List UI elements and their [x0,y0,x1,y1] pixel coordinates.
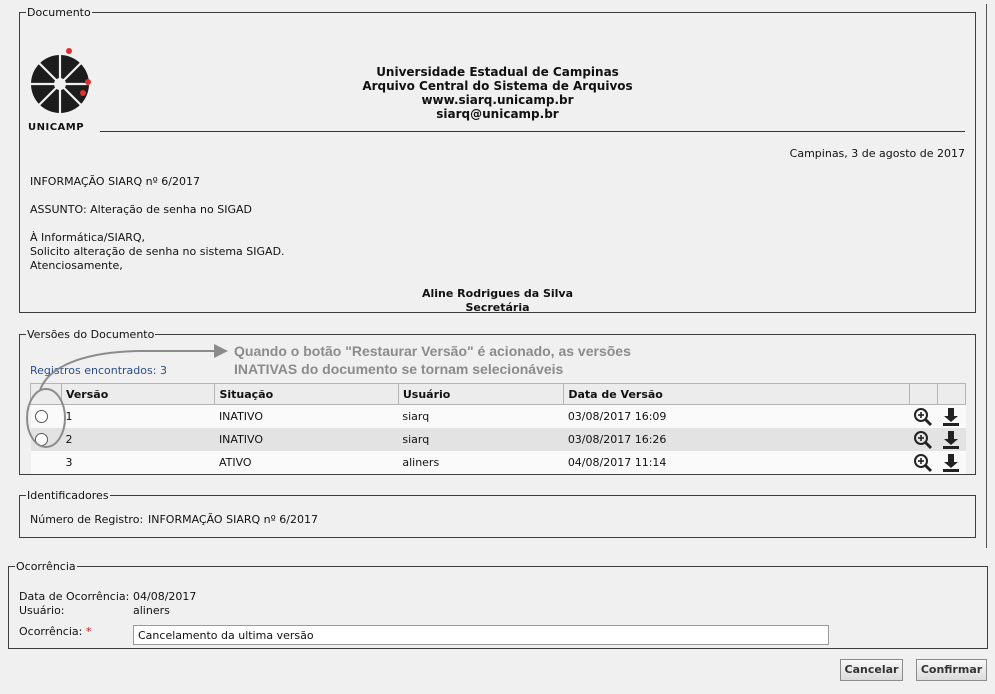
download-icon[interactable] [941,407,961,427]
select-version-2-radio[interactable] [35,433,48,446]
identificadores-legend: Identificadores [27,489,109,502]
ocorrencia-input[interactable]: Cancelamento da ultima versão [133,625,829,645]
cell-data: 03/08/2017 16:09 [564,405,910,429]
ocorrencia-legend: Ocorrência [16,560,76,573]
annotation-text [234,342,694,378]
table-header-row [31,384,966,405]
identificadores-fieldset [19,489,976,538]
signature-role: Secretária [465,301,530,314]
usuario-value: aliners [133,604,170,617]
header-data-versao[interactable]: Data de Versão [564,384,910,405]
zoom-in-icon[interactable] [913,430,933,450]
zoom-in-icon[interactable] [913,407,933,427]
table-row [31,451,966,474]
date-line: Campinas, 3 de agosto de 2017 [789,147,965,160]
table-row [31,428,966,451]
cell-versao: 1 [61,405,215,429]
documento-fieldset [19,6,976,313]
header-line-3: www.siarq.unicamp.br [421,93,574,107]
header-line-2: Arquivo Central do Sistema de Arquivos [362,79,633,93]
numero-registro-value: INFORMAÇÃO SIARQ nº 6/2017 [148,513,318,526]
cell-situacao: INATIVO [215,405,398,429]
header-versao[interactable]: Versão [61,384,215,405]
table-row [31,405,966,429]
registros-count: Registros encontrados: 3 [30,364,167,377]
header-action-1 [909,384,937,405]
body-line-1: À Informática/SIARQ, [30,231,146,244]
download-icon[interactable] [941,453,961,473]
cell-data: 04/08/2017 11:14 [564,451,910,474]
body-line-2: Solicito alteração de senha no sistema SIGAD. [30,245,285,258]
ocorrencia-label [19,625,91,638]
logo-text: UNICAMP [28,122,85,133]
annotation-line-2: INATIVAS do documento se tornam selecionáveis [234,361,564,377]
cell-usuario: siarq [398,428,563,451]
signature-name: Aline Rodrigues da Silva [422,287,573,300]
numero-registro-label: Número de Registro: [30,513,144,526]
header-line-4: siarq@unicamp.br [436,107,559,121]
header-line-1: Universidade Estadual de Campinas [376,65,619,79]
zoom-in-icon[interactable] [913,453,933,473]
cell-data: 03/08/2017 16:26 [564,428,910,451]
header-action-2 [937,384,965,405]
download-icon[interactable] [941,430,961,450]
cell-situacao: ATIVO [215,451,398,474]
data-ocorrencia-label: Data de Ocorrência: [19,590,130,603]
cell-versao: 3 [61,451,215,474]
annotation-line-1: Quando o botão "Restaurar Versão" é acionado, as versões [234,343,631,359]
ocorrencia-label-text: Ocorrência: [19,625,83,638]
cell-situacao: INATIVO [215,428,398,451]
cell-usuario: siarq [398,405,563,429]
data-ocorrencia-value: 04/08/2017 [133,590,197,603]
header-situacao[interactable]: Situação [215,384,398,405]
confirmar-button[interactable]: Confirmar [916,659,987,681]
cell-versao: 2 [61,428,215,451]
cancelar-button[interactable]: Cancelar [840,659,903,681]
header-select [31,384,62,405]
assunto-line: ASSUNTO: Alteração de senha no SIGAD [30,203,252,216]
usuario-label: Usuário: [19,604,65,617]
cell-usuario: aliners [398,451,563,474]
versoes-fieldset [19,328,976,475]
required-mark: * [85,625,92,638]
documento-legend: Documento [27,6,91,19]
info-line: INFORMAÇÃO SIARQ nº 6/2017 [30,175,200,188]
versoes-legend: Versões do Documento [27,328,155,341]
versions-table [30,383,966,474]
header-usuario[interactable]: Usuário [398,384,563,405]
ocorrencia-fieldset [8,560,988,649]
body-line-3: Atenciosamente, [30,259,123,272]
select-version-1-radio[interactable] [35,410,48,423]
header-divider [100,131,965,132]
